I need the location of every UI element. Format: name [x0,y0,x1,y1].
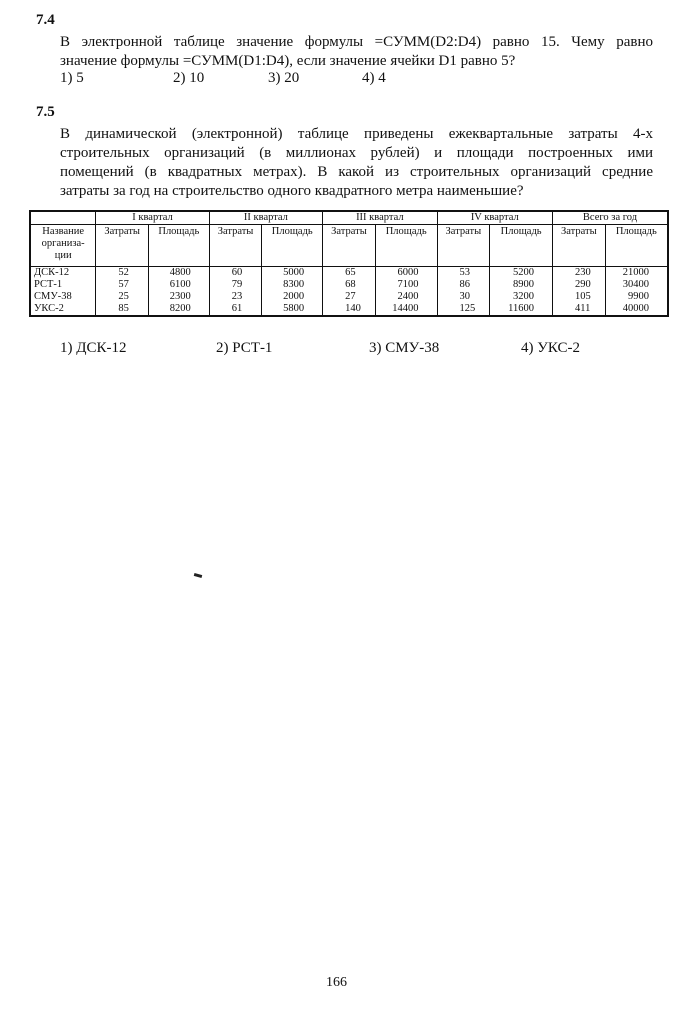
cell-value: 411 [553,303,606,316]
question-7-5-line-4: затраты за год на строительство одного квадратного метра наименьшие? [60,183,524,199]
cell-value: 230 [553,267,606,280]
table-corner [30,211,96,225]
cell-value: 23 [209,291,262,303]
question-7-5-text [60,125,653,201]
question-7-4-line-2: значение формулы =СУММ(D1:D4), если значение ячейки D1 равно 5? [60,53,516,69]
cell-value: 21000 [605,267,668,280]
header-q3: III квартал [323,211,437,225]
cell-value: 11600 [490,303,553,316]
question-7-5-line-3: помещений (в квадратных метрах). В какой из строительных организаций средние [60,164,653,180]
header-total: Всего за год [553,211,669,225]
header-q1: I квартал [96,211,209,225]
header-q4: IV квартал [437,211,552,225]
answer-4: 4) УКС-2 [521,340,580,356]
cell-value: 9900 [605,291,668,303]
cell-value: 5800 [262,303,323,316]
cell-value: 60 [209,267,262,280]
subheader-cost: Затраты [96,225,149,267]
option-3: 3) 20 [268,70,300,86]
option-2: 2) 10 [173,70,205,86]
answer-1: 1) ДСК-12 [60,340,127,356]
cell-value: 140 [323,303,376,316]
cell-value: 85 [96,303,149,316]
question-7-5-number: 7.5 [36,104,55,120]
question-7-4-text [60,33,653,71]
cell-value: 7100 [375,279,437,291]
question-7-5-line-1: В динамической (электронной) таблице приведены ежеквартальные затраты 4-х [60,126,653,142]
option-1: 1) 5 [60,70,84,86]
question-7-4-number: 7.4 [36,12,55,28]
question-7-5-line-2: строительных организаций (в миллионах рублей) и площади построенных ими [60,145,653,161]
org-name: ДСК-12 [30,267,96,280]
cell-value: 5200 [490,267,553,280]
cell-value: 40000 [605,303,668,316]
cell-value: 53 [437,267,490,280]
org-name: УКС-2 [30,303,96,316]
subheader-area: Площадь [605,225,668,267]
cell-value: 57 [96,279,149,291]
header-q2: II квартал [209,211,322,225]
table-row [30,267,668,280]
subheader-cost: Затраты [553,225,606,267]
subheader-cost: Затраты [323,225,376,267]
table-row [30,279,668,291]
cell-value: 79 [209,279,262,291]
cell-value: 8200 [148,303,209,316]
cell-value: 4800 [148,267,209,280]
question-7-4-options [60,70,440,88]
cell-value: 8900 [490,279,553,291]
table-row [30,303,668,316]
org-name: РСТ-1 [30,279,96,291]
cell-value: 68 [323,279,376,291]
cell-value: 30 [437,291,490,303]
cell-value: 5000 [262,267,323,280]
page-number: 166 [326,975,347,990]
answer-3: 3) СМУ-38 [369,340,440,356]
cell-value: 25 [96,291,149,303]
cell-value: 27 [323,291,376,303]
cell-value: 65 [323,267,376,280]
cell-value: 2300 [148,291,209,303]
cell-value: 6000 [375,267,437,280]
table-row [30,291,668,303]
cell-value: 14400 [375,303,437,316]
cell-value: 3200 [490,291,553,303]
subheader-cost: Затраты [437,225,490,267]
answer-2: 2) РСТ-1 [216,340,273,356]
cell-value: 290 [553,279,606,291]
org-name: СМУ-38 [30,291,96,303]
costs-table [29,210,669,317]
subheader-area: Площадь [262,225,323,267]
scan-speck [194,573,203,578]
subheader-area: Площадь [148,225,209,267]
subheader-cost: Затраты [209,225,262,267]
cell-value: 52 [96,267,149,280]
header-org: Название организа-ции [30,225,96,267]
cell-value: 61 [209,303,262,316]
subheader-area: Площадь [375,225,437,267]
cell-value: 125 [437,303,490,316]
cell-value: 2000 [262,291,323,303]
cell-value: 6100 [148,279,209,291]
subheader-area: Площадь [490,225,553,267]
option-4: 4) 4 [362,70,386,86]
cell-value: 2400 [375,291,437,303]
question-7-4-line-1: В электронной таблице значение формулы =СУММ(D2:D4) равно 15. Чему равно [60,34,653,50]
cell-value: 86 [437,279,490,291]
question-7-5-answers [60,340,660,358]
cell-value: 105 [553,291,606,303]
cell-value: 8300 [262,279,323,291]
cell-value: 30400 [605,279,668,291]
